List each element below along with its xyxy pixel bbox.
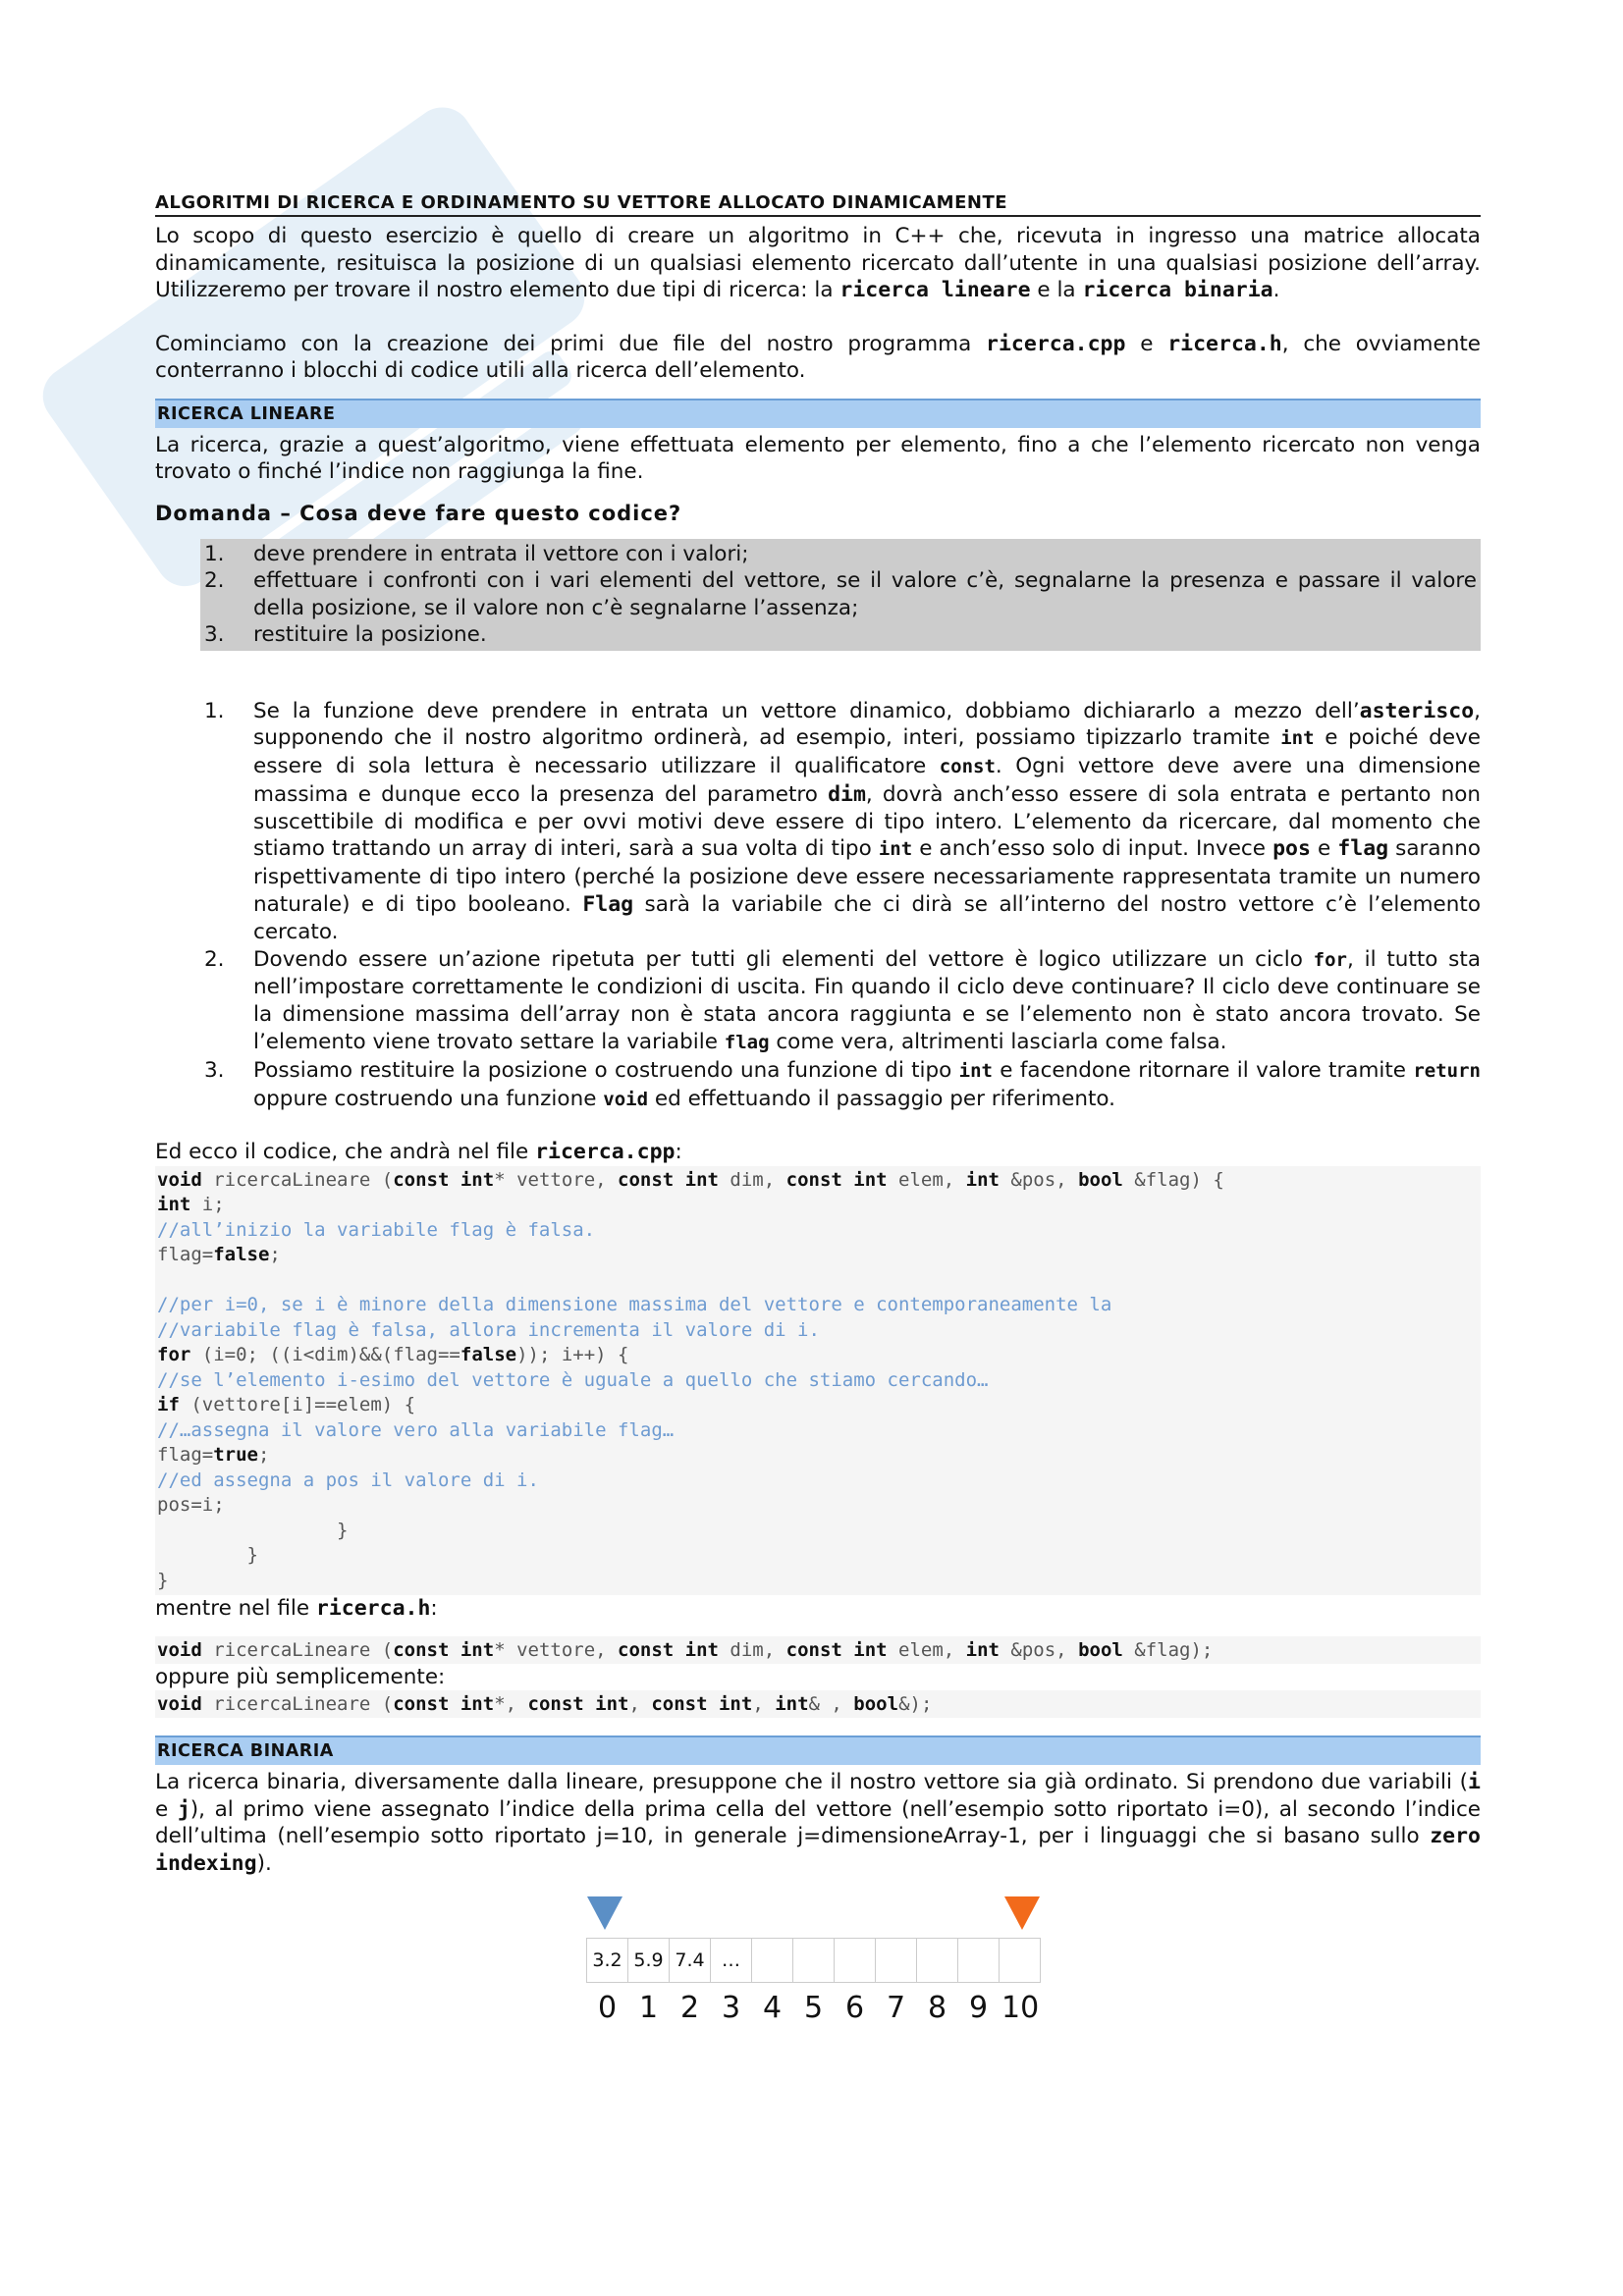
array-index-label: 9 bbox=[969, 1991, 989, 2026]
code-block-cpp: void ricercaLineare (const int* vettore, const int dim, const int elem, int &pos, bool &flag) { int i; //all’inizio la variabile flag è falsa. flag=false; //per i=0, se i è minore della dimensione massima del vettore e contemporaneamente la //variabile flag è falsa, allora incrementa il valore di i. for (i=0; ((i<dim)&&(flag==false)); i++) { //se l’elemento i-esimo del vettore è uguale a quello che stiamo cercando… if (vettore[i]==elem) { //…assegna il valore vero alla variabile flag… flag=true; //ed assegna a pos il valore di i. pos=i; } } } bbox=[155, 1166, 1481, 1596]
section-heading-binaria: RICERCA BINARIA bbox=[155, 1735, 1481, 1765]
section-heading-lineare: RICERCA LINEARE bbox=[155, 399, 1481, 428]
array-cell bbox=[835, 1939, 876, 1982]
array-index-label: 7 bbox=[887, 1991, 906, 2026]
list-item: 3. Possiamo restituire la posizione o costruendo una funzione di tipo int e facendone ritornare il valore tramite return oppure costruendo una funzione void ed effettuando il passaggio per riferimento. bbox=[204, 1057, 1481, 1111]
array-cell: 5.9 bbox=[628, 1939, 670, 1982]
list-item: 2. Dovendo essere un’azione ripetuta per tutti gli elementi del vettore è logico utilizzare un ciclo for, il tutto sta nell’impostare correttamente le condizioni di uscita. Fin quando il ciclo deve continuare? Il ciclo deve continuare se la dimensione massima dell’array non è stata ancora raggiunta e se l’elemento non è stato ancora trovato. Se l’elemento viene trovato settare la variabile flag come vera, altrimenti lasciarla come falsa. bbox=[204, 946, 1481, 1055]
array-index-label: 3 bbox=[722, 1991, 741, 2026]
array-index-label: 5 bbox=[804, 1991, 824, 2026]
binaria-paragraph: La ricerca binaria, diversamente dalla lineare, presuppone che il nostro vettore sia già ordinato. Si prendono due variabili (i e j), al primo viene assegnato l’indice della prima cella del vettore (nell’esempio sotto riportato i=0), al secondo l’indice dell’ultima (nell’esempio sotto riportato j=10, in generale j=dimensioneArray-1, per i linguaggi che si basano sullo zero indexing). bbox=[155, 1770, 1481, 1876]
list-item: 1. Se la funzione deve prendere in entrata un vettore dinamico, dobbiamo dichiararlo a mezzo dell’asterisco, supponendo che il nostro algoritmo ordinerà, ad esempio, interi, possiamo tipizzarlo tramite int e poiché deve essere di sola lettura è necessario utilizzare il qualificatore const. Ogni vettore deve avere una dimensione massima e dunque ecco la presenza del parametro dim, dovrà anch’esso essere di sola entrata e pertanto non suscettibile di modifica e per ovvi motivi deve essere di tipo intero. L’elemento da ricercare, dal momento che stiamo trattando un array di interi, sarà a sua volta di tipo int e anch’esso solo di input. Invece pos e flag saranno rispettivamente di tipo intero (perché la posizione deve essere necessariamente rappresentata tramite un numero naturale) e di tipo booleano. Flag sarà la variabile che ci dirà se all’interno del nostro vettore c’è l’elemento cercato. bbox=[204, 698, 1481, 944]
array-cell: 7.4 bbox=[670, 1939, 711, 1982]
header-intro: mentre nel file ricerca.h: bbox=[155, 1596, 438, 1622]
alt-intro: oppure più semplicemente: bbox=[155, 1664, 446, 1689]
array-index-label: 4 bbox=[763, 1991, 783, 2026]
array-index-label: 10 bbox=[1001, 1991, 1040, 2026]
array-diagram bbox=[155, 1893, 1481, 2026]
array-index-label: 2 bbox=[680, 1991, 700, 2026]
array-cell bbox=[958, 1939, 1000, 1982]
array-index-label: 6 bbox=[845, 1991, 865, 2026]
document-title: ALGORITMI DI RICERCA E ORDINAMENTO SU VETTORE ALLOCATO DINAMICAMENTE bbox=[155, 192, 1481, 217]
question-heading: Domanda – Cosa deve fare questo codice? bbox=[155, 501, 682, 525]
code-block-header-short: void ricercaLineare (const int*, const int, const int, int& , bool&); bbox=[155, 1690, 1481, 1718]
intro-paragraph-2: Cominciamo con la creazione dei primi due file del nostro programma ricerca.cpp e ricerca.h, che ovviamente conterranno i blocchi di codice utili alla ricerca dell’elemento. bbox=[155, 331, 1481, 383]
intro-paragraph-1: Lo scopo di questo esercizio è quello di creare un algoritmo in C++ che, ricevuta in ingresso una matrice allocata dinamicamente, resituisca la posizione di un qualsiasi elemento ricercato dall’utente in una qualsiasi posizione dell’array. Utilizzeremo per trovare il nostro elemento due tipi di ricerca: la ricerca lineare e la ricerca binaria. bbox=[155, 224, 1481, 302]
array-cell: 3.2 bbox=[587, 1939, 628, 1982]
list-item: 1. deve prendere in entrata il vettore con i valori; bbox=[204, 541, 749, 566]
array-cell bbox=[752, 1939, 793, 1982]
code-block-header: void ricercaLineare (const int* vettore, const int dim, const int elem, int &pos, bool &flag); bbox=[155, 1636, 1481, 1664]
code-intro: Ed ecco il codice, che andrà nel file ricerca.cpp: bbox=[155, 1140, 682, 1165]
page-content bbox=[155, 192, 1481, 2026]
array-cell: … bbox=[711, 1939, 752, 1982]
list-item: 3. restituire la posizione. bbox=[204, 622, 487, 647]
explanation-list bbox=[204, 698, 1481, 1114]
steps-box bbox=[200, 539, 1481, 651]
left-pointer-triangle bbox=[587, 1896, 622, 1930]
array-cell bbox=[1000, 1939, 1040, 1982]
array-index-label: 0 bbox=[598, 1991, 618, 2026]
array-cell bbox=[917, 1939, 958, 1982]
list-item: 2. effettuare i confronti con i vari elementi del vettore, se il valore c’è, segnalarne la presenza e passare il valore della posizione, se il valore non c’è segnalarne l’assenza; bbox=[204, 568, 1477, 620]
array-index-label: 1 bbox=[639, 1991, 659, 2026]
right-pointer-triangle bbox=[1004, 1896, 1040, 1930]
array-cells bbox=[586, 1938, 1041, 1983]
array-cell bbox=[793, 1939, 835, 1982]
lineare-paragraph: La ricerca, grazie a quest’algoritmo, viene effettuata elemento per elemento, fino a che l’elemento ricercato non venga trovato o finché l’indice non raggiunga la fine. bbox=[155, 432, 1481, 484]
array-cell bbox=[876, 1939, 917, 1982]
array-index-label: 8 bbox=[928, 1991, 947, 2026]
